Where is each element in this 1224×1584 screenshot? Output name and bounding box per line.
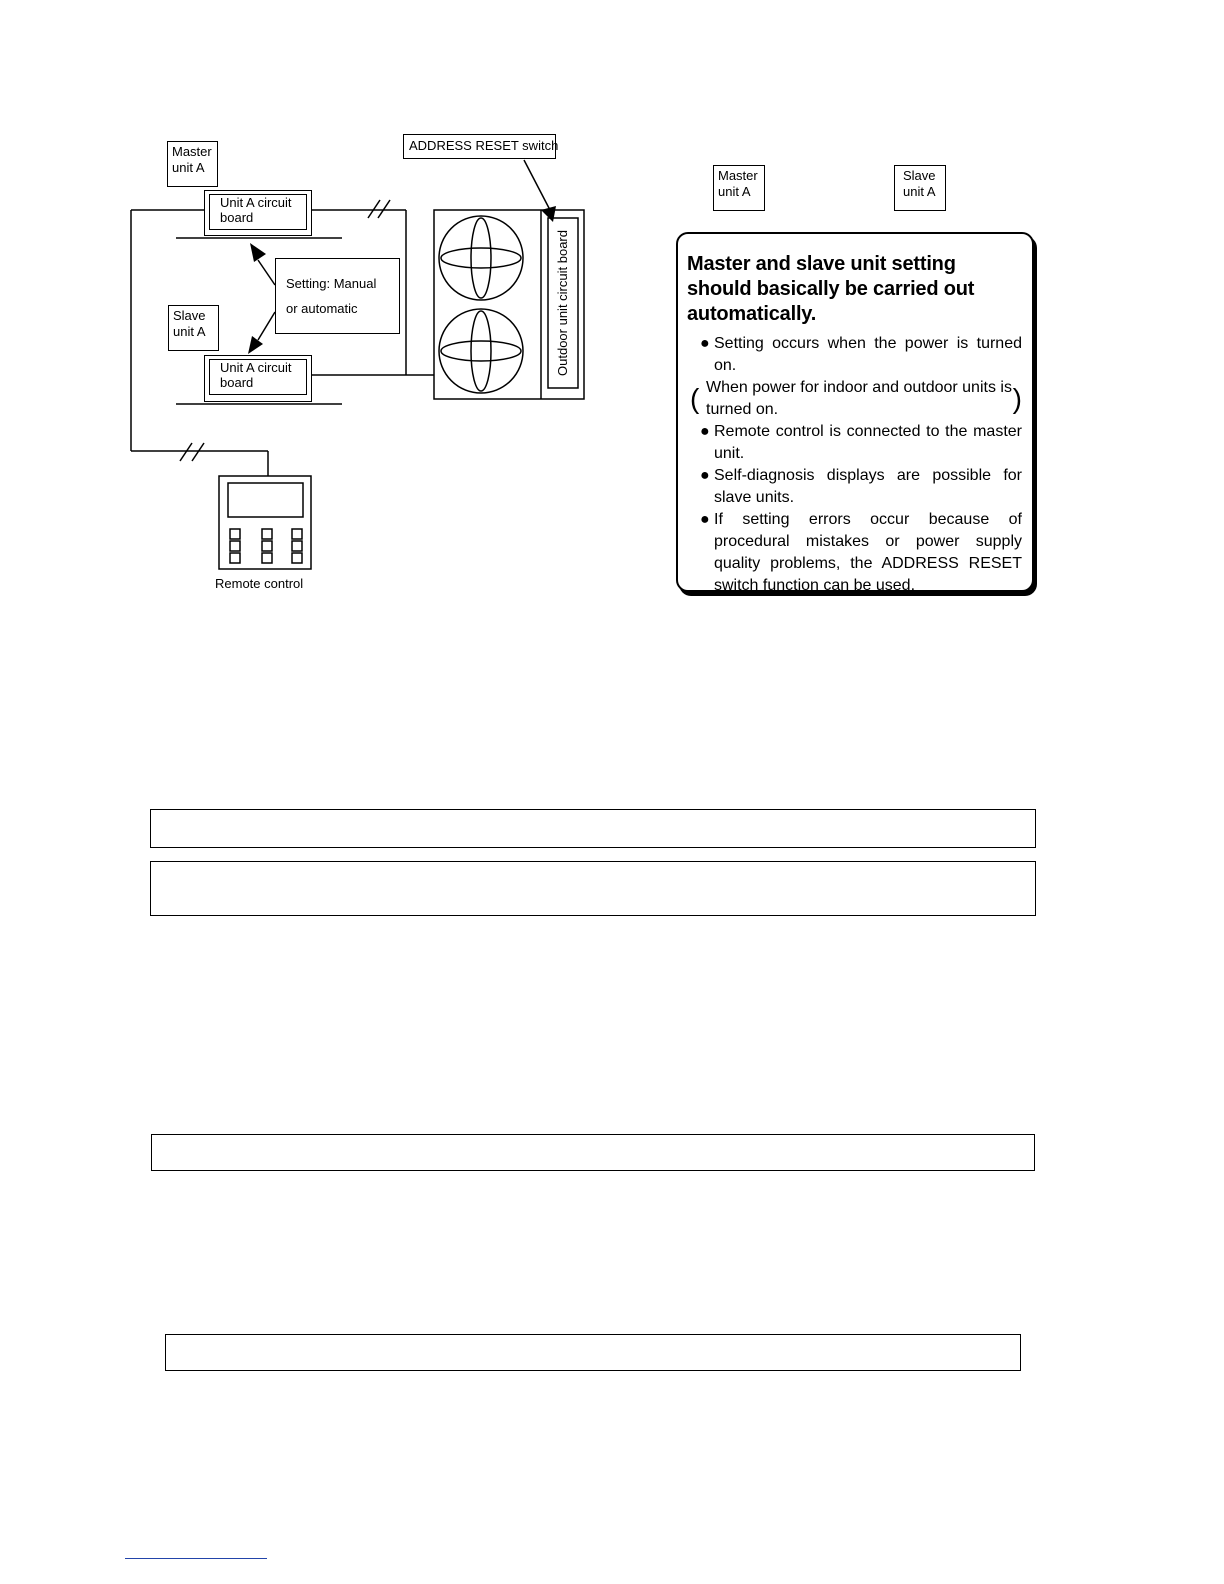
section-box-4: [165, 1334, 1021, 1371]
note-paren-text: When power for indoor and outdoor units is turned on.: [706, 379, 1012, 418]
bullet-icon: ●: [700, 511, 710, 528]
unit-board-bottom-label: Unit A circuit board: [204, 355, 312, 402]
remote-control-label: Remote control: [215, 576, 304, 591]
note-item-4-text: If setting errors occur because of procedural mistakes or power supply quality problems, the ADDRESS RESET switch function can be used.: [714, 511, 1022, 594]
note-list: [687, 333, 1022, 597]
bullet-icon: ●: [700, 467, 710, 484]
note-title: Master and slave unit setting should basically be carried out automatically.: [687, 253, 975, 325]
note-item-1-text: Setting occurs when the power is turned on.: [714, 335, 1022, 374]
section-box-2: [150, 861, 1036, 916]
setting-label: Setting: Manual or automatic: [275, 258, 400, 334]
master-unit-label: Master unit A: [167, 141, 218, 187]
outdoor-board-label: Outdoor unit circuit board: [555, 230, 570, 376]
legend-slave-label: Slave unit A: [894, 165, 946, 211]
note-item-2: [687, 421, 1022, 465]
section-box-1: [150, 809, 1036, 848]
note-item-4: [687, 509, 1022, 597]
note-item-3: [687, 465, 1022, 509]
address-reset-label: ADDRESS RESET switch: [403, 134, 556, 159]
note-item-2-text: Remote control is connected to the master unit.: [714, 423, 1022, 462]
footer-rule: [125, 1558, 267, 1559]
section-box-3: [151, 1134, 1035, 1171]
unit-board-top-label: Unit A circuit board: [204, 190, 312, 236]
bullet-icon: ●: [700, 335, 710, 352]
bullet-icon: ●: [700, 423, 710, 440]
note-item-1: [687, 333, 1022, 377]
slave-unit-label: Slave unit A: [168, 305, 219, 351]
note-item-3-text: Self-diagnosis displays are possible for slave units.: [714, 467, 1022, 506]
legend-master-label: Master unit A: [713, 165, 765, 211]
note-panel: [676, 232, 1034, 592]
note-paren: ( When power for indoor and outdoor units is turned on. ): [690, 379, 1022, 418]
